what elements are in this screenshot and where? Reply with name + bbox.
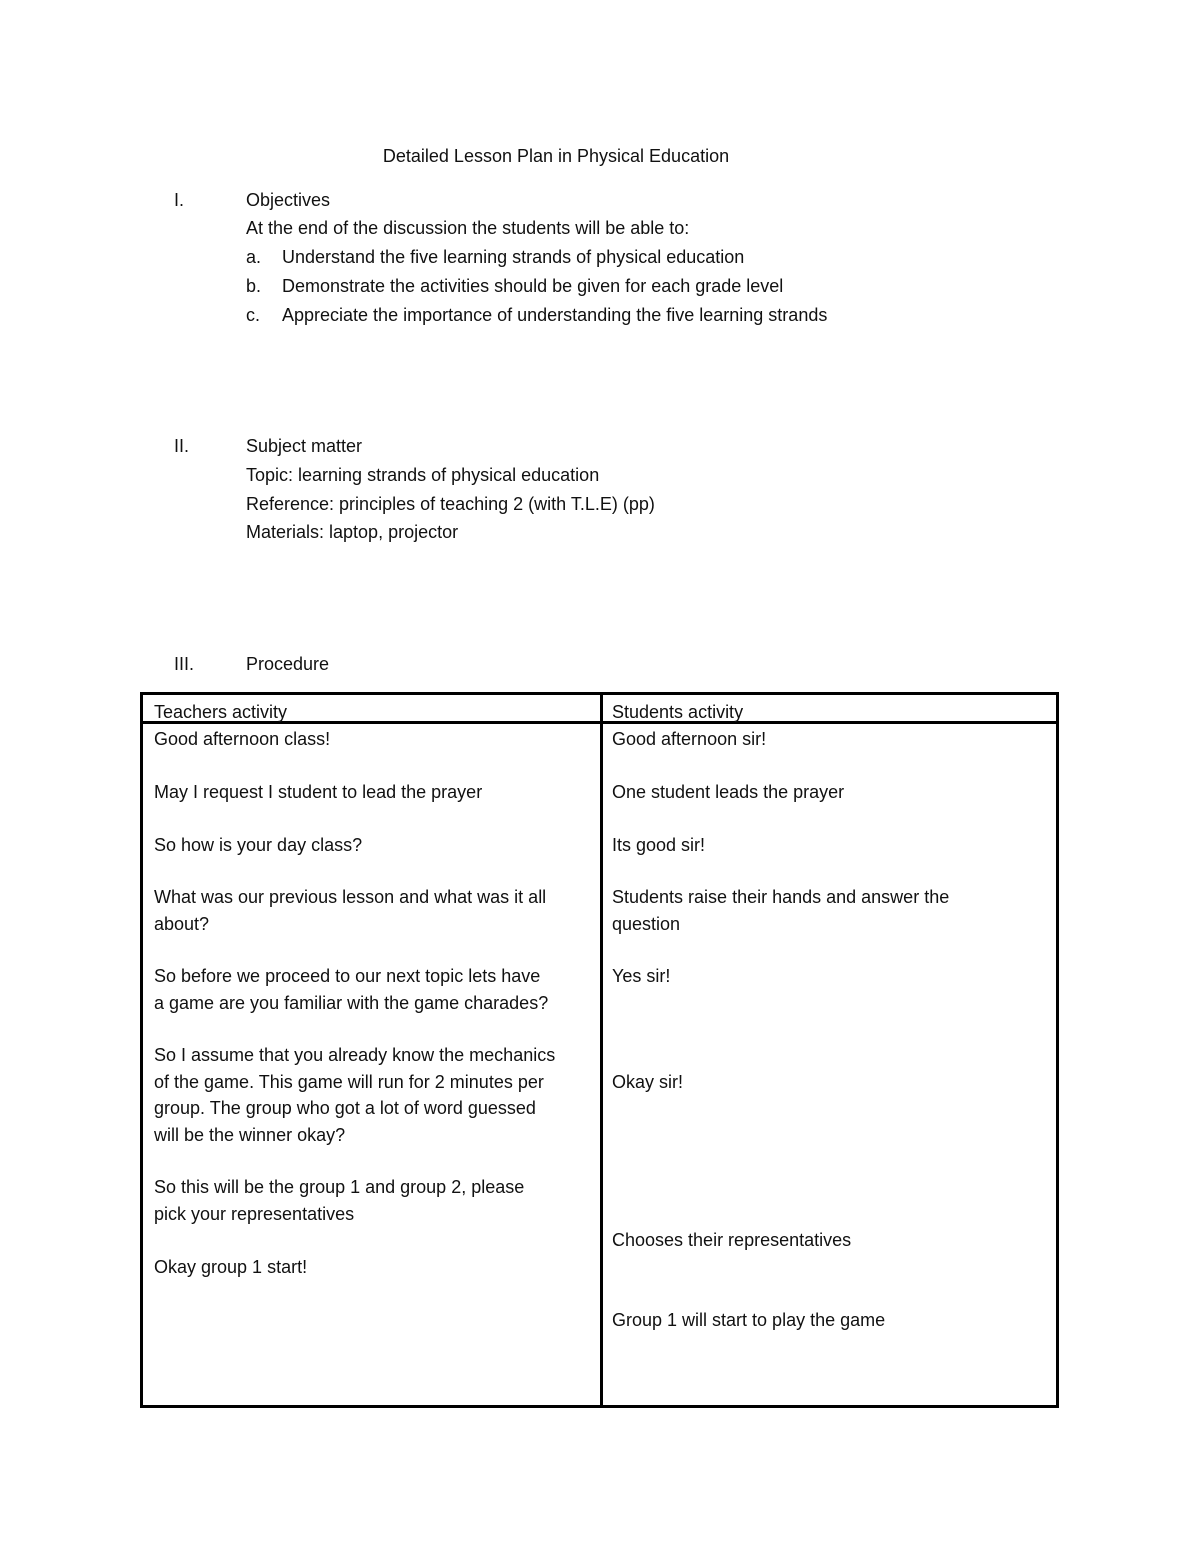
teacher-line: about? [154, 914, 210, 934]
teacher-line: So I assume that you already know the mechanics [154, 1045, 556, 1065]
student-line: One student leads the prayer [612, 782, 845, 802]
student-line: Okay sir! [612, 1072, 684, 1092]
procedure-table [140, 692, 1059, 1408]
teacher-line: May I request I student to lead the prayer [154, 782, 483, 802]
subject-topic: Topic: learning strands of physical education [246, 465, 600, 485]
section-number: II. [174, 436, 190, 456]
section-number: III. [174, 654, 195, 674]
objective-label: a. [246, 247, 262, 267]
objective-text: Appreciate the importance of understanding the five learning strands [282, 305, 828, 325]
table-column-divider [600, 695, 603, 1405]
student-line: Chooses their representatives [612, 1230, 852, 1250]
section-heading: Objectives [246, 190, 331, 210]
teacher-line: So how is your day class? [154, 835, 363, 855]
student-line: question [612, 914, 681, 934]
teacher-line: What was our previous lesson and what was it all [154, 887, 547, 907]
section-number: I. [174, 190, 185, 210]
subject-reference: Reference: principles of teaching 2 (with T.L.E) (pp) [246, 494, 655, 514]
teacher-line: will be the winner okay? [154, 1125, 346, 1145]
student-line: Group 1 will start to play the game [612, 1310, 886, 1330]
student-line: Yes sir! [612, 966, 671, 986]
teacher-line: Good afternoon class! [154, 729, 331, 749]
table-header-students: Students activity [612, 702, 744, 722]
teacher-line: So this will be the group 1 and group 2, please [154, 1177, 525, 1197]
objective-text: Demonstrate the activities should be given for each grade level [282, 276, 784, 296]
teacher-line: of the game. This game will run for 2 minutes per [154, 1072, 544, 1092]
objectives-intro: At the end of the discussion the students will be able to: [246, 218, 690, 238]
student-line: Students raise their hands and answer the [612, 887, 950, 907]
teacher-line: group. The group who got a lot of word guessed [154, 1098, 536, 1118]
objective-label: c. [246, 305, 261, 325]
teacher-line: a game are you familiar with the game charades? [154, 993, 549, 1013]
section-heading: Subject matter [246, 436, 363, 456]
teacher-line: Okay group 1 start! [154, 1257, 308, 1277]
objective-text: Understand the five learning strands of physical education [282, 247, 745, 267]
section-heading: Procedure [246, 654, 330, 674]
student-line: Its good sir! [612, 835, 706, 855]
student-line: Good afternoon sir! [612, 729, 767, 749]
objective-label: b. [246, 276, 262, 296]
subject-materials: Materials: laptop, projector [246, 522, 459, 542]
teacher-line: So before we proceed to our next topic lets have [154, 966, 541, 986]
table-header-teachers: Teachers activity [154, 702, 288, 722]
teacher-line: pick your representatives [154, 1204, 355, 1224]
page-title: Detailed Lesson Plan in Physical Education [382, 146, 730, 166]
